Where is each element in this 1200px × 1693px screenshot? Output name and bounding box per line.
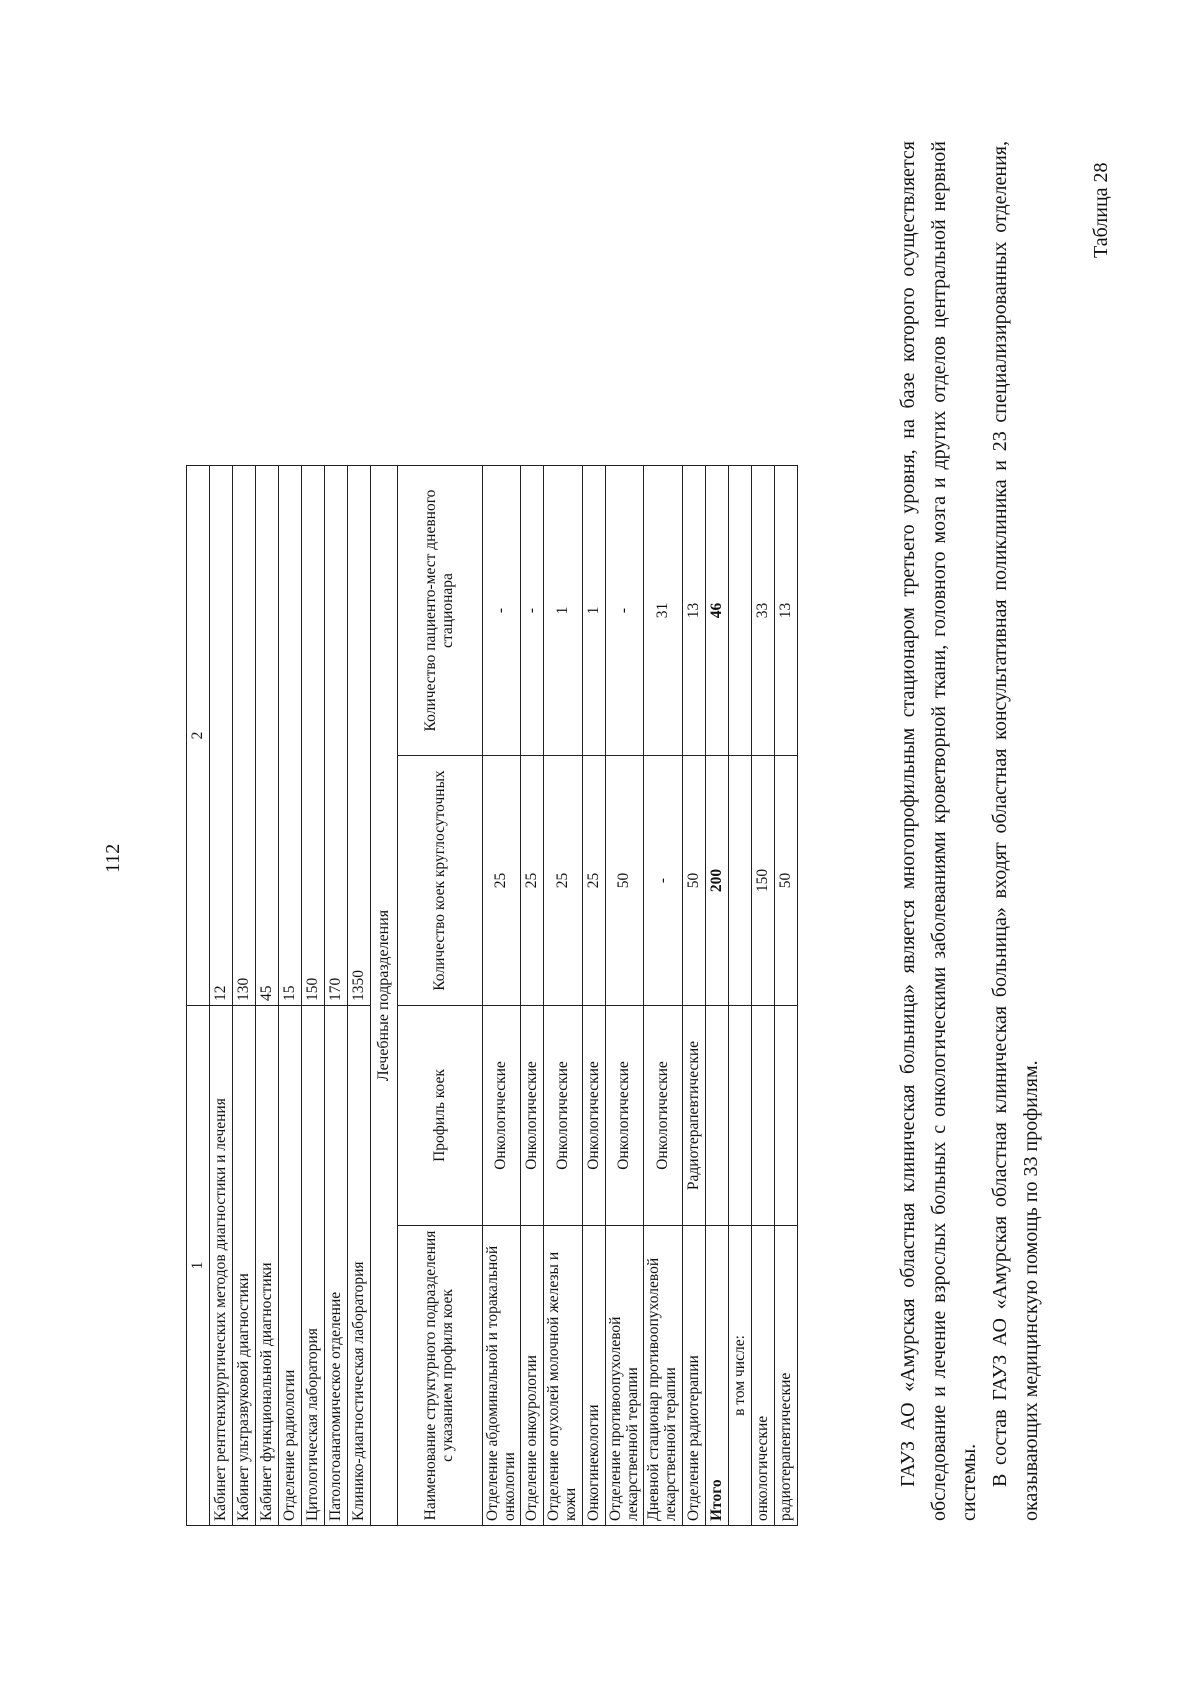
treat-row-name: Отделение противоопухолевой лекарственной терапии [605, 1226, 643, 1526]
treat-row-name: Онкогинекологии [582, 1226, 605, 1526]
treat-row-day: 1 [544, 466, 582, 756]
header-name: Наименование структурного подразделения с указанием профиля коек [398, 1226, 483, 1526]
treat-row-profile: Онкологические [644, 1006, 682, 1226]
treat-row-name: Отделение онкоурологии [521, 1226, 544, 1526]
table-body [187, 466, 798, 1526]
treat-row-beds: - [644, 756, 682, 1006]
column-headers-row [398, 466, 483, 1526]
table-row [302, 466, 325, 1526]
treat-row-profile: Онкологические [605, 1006, 643, 1226]
treat-row-beds: 25 [582, 756, 605, 1006]
header-beds: Количество коек круглосуточных [398, 756, 483, 1006]
including-row-day: 33 [751, 466, 774, 756]
table-header-row [187, 466, 210, 1526]
including-row-profile-empty [751, 1006, 774, 1226]
treat-row-name: Отделение радиотерапии [682, 1226, 705, 1526]
including-row-name: радиотерапевтические [774, 1226, 797, 1526]
treat-row-beds: 25 [521, 756, 544, 1006]
table-row [483, 466, 521, 1526]
table-caption: Таблица 28 [1090, 162, 1112, 258]
total-row [705, 466, 728, 1526]
treat-row-profile: Радиотерапевтические [682, 1006, 705, 1226]
including-row-profile-empty [774, 1006, 797, 1226]
table-row [605, 466, 643, 1526]
table-row [210, 466, 233, 1526]
table-row [544, 466, 582, 1526]
including-empty-2 [728, 756, 751, 1006]
header-day-places: Количество пациенто-мест дневного стационара [398, 466, 483, 756]
treat-row-beds: 50 [605, 756, 643, 1006]
total-day: 46 [705, 466, 728, 756]
treat-row-beds: 25 [483, 756, 521, 1006]
treat-row-name: Отделение абдоминальной и торакальной онкологии [483, 1226, 521, 1526]
table-row [644, 466, 682, 1526]
including-row-name: онкологические [751, 1226, 774, 1526]
section-row [371, 466, 398, 1526]
col-header-1: 1 [187, 1006, 210, 1526]
header-profile: Профиль коек [398, 1006, 483, 1226]
diag-row-value: 45 [256, 466, 279, 1006]
paragraph-2: В состав ГАУЗ АО «Амурская областная клиническая больница» входят областная консультативная поликлиника и 23 специализированных отделения, оказывающих медицинскую помощь по 33 профилям. [989, 141, 1042, 1521]
data-table [186, 465, 798, 1526]
paragraph-1: ГАУЗ АО «Амурская областная клиническая больница» является многопрофильным стационаром третьего уровня, на базе которого осуществляется обследование и лечение взрослых больных с онкологическими заболеваниями кроветворной ткани, головного мозга и других отделов центральной нервной системы. [897, 141, 980, 1521]
treat-row-name: Дневной стационар противоопухолевой лекарственной терапии [644, 1226, 682, 1526]
table-row [682, 466, 705, 1526]
diag-row-name: Клинико-диагностическая лаборатория [348, 1006, 371, 1526]
diag-row-value: 170 [325, 466, 348, 1006]
treat-row-profile: Онкологические [521, 1006, 544, 1226]
col-header-2: 2 [187, 466, 210, 1006]
including-row-day: 13 [774, 466, 797, 756]
treat-row-profile: Онкологические [483, 1006, 521, 1226]
diag-row-value: 150 [302, 466, 325, 1006]
treat-row-day: 13 [682, 466, 705, 756]
treat-row-day: - [483, 466, 521, 756]
diag-row-name: Кабинет рентгенхирургических методов диагностики и лечения [210, 1006, 233, 1526]
table-row [521, 466, 544, 1526]
including-label: в том числе: [728, 1226, 751, 1526]
diag-row-value: 15 [279, 466, 302, 1006]
treat-row-beds: 50 [682, 756, 705, 1006]
table-row [348, 466, 371, 1526]
table-row [233, 466, 256, 1526]
diag-row-name: Патологоанатомическое отделение [325, 1006, 348, 1526]
including-row-beds: 50 [774, 756, 797, 1006]
including-row-beds: 150 [751, 756, 774, 1006]
table-row [774, 466, 797, 1526]
treat-row-name: Отделение опухолей молочной железы и кожи [544, 1226, 582, 1526]
page-number: 112 [102, 843, 124, 873]
diag-row-name: Отделение радиологии [279, 1006, 302, 1526]
diag-row-value: 130 [233, 466, 256, 1006]
treat-row-day: 1 [582, 466, 605, 756]
table-row [256, 466, 279, 1526]
total-beds: 200 [705, 756, 728, 1006]
including-empty-3 [728, 466, 751, 756]
treat-row-day: - [521, 466, 544, 756]
table-row [325, 466, 348, 1526]
treat-row-day: - [605, 466, 643, 756]
including-empty-1 [728, 1006, 751, 1226]
total-profile-empty [705, 1006, 728, 1226]
table-row [751, 466, 774, 1526]
diag-row-name: Кабинет функциональной диагностики [256, 1006, 279, 1526]
treat-row-beds: 25 [544, 756, 582, 1006]
total-label: Итого [705, 1226, 728, 1526]
section-title: Лечебные подразделения [371, 466, 398, 1526]
diag-row-value: 1350 [348, 466, 371, 1006]
treat-row-day: 31 [644, 466, 682, 756]
including-row [728, 466, 751, 1526]
diag-row-value: 12 [210, 466, 233, 1006]
treat-row-profile: Онкологические [582, 1006, 605, 1226]
table-row [582, 466, 605, 1526]
diag-row-name: Цитологическая лаборатория [302, 1006, 325, 1526]
treat-row-profile: Онкологические [544, 1006, 582, 1226]
diag-row-name: Кабинет ультразвуковой диагностики [233, 1006, 256, 1526]
table-row [279, 466, 302, 1526]
